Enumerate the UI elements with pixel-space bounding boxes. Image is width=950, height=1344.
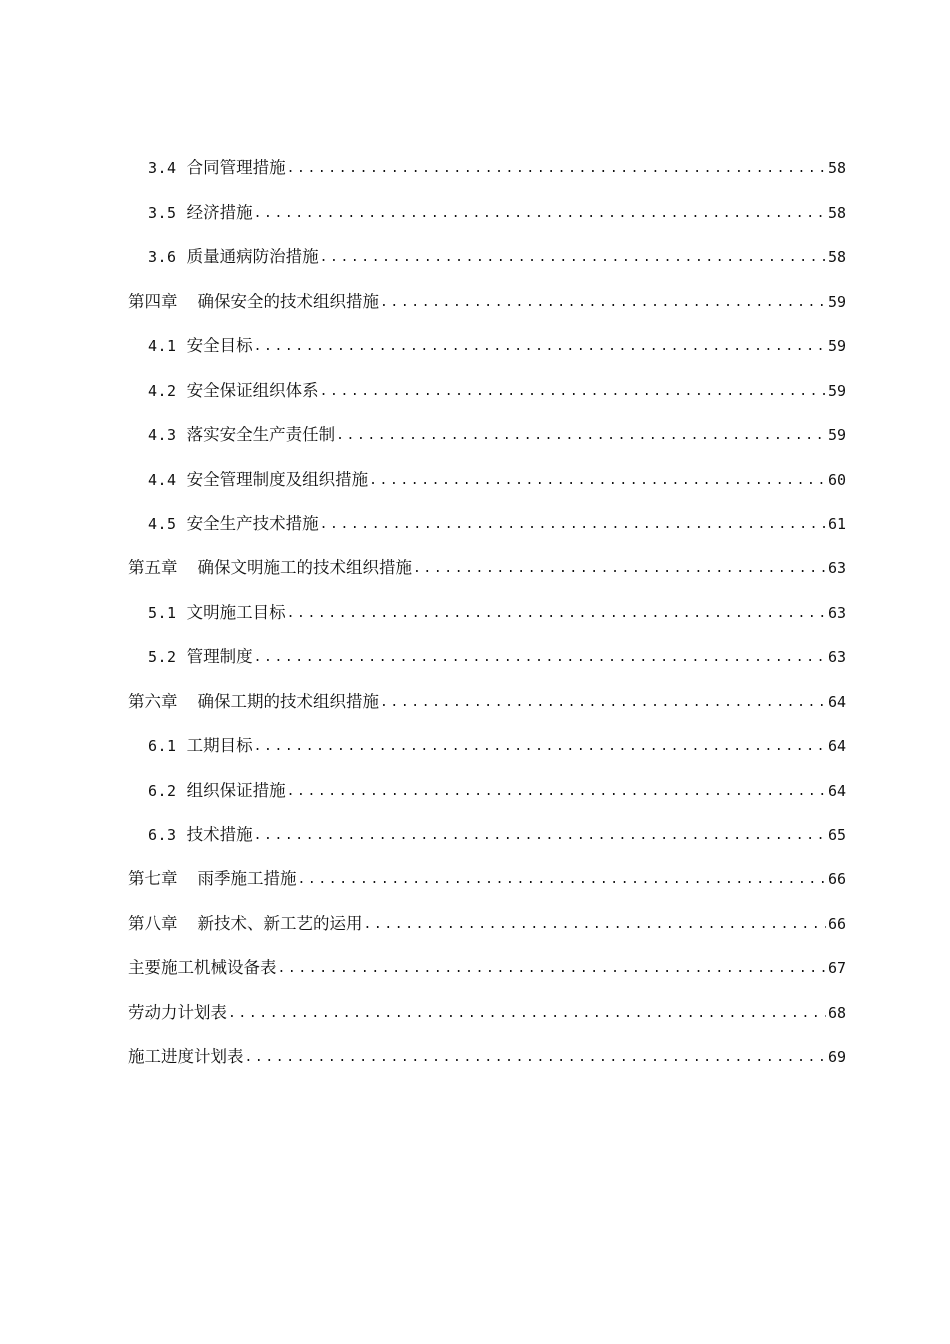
- toc-entry[interactable]: [128, 449, 846, 493]
- toc-entry-number: 4.2: [148, 381, 177, 400]
- toc-entry-page: 63: [827, 603, 846, 622]
- toc-entry-number: 4.4: [148, 470, 177, 489]
- toc-entry-title: 施工进度计划表: [128, 1047, 244, 1067]
- toc-entry-title: 合同管理措施: [186, 158, 286, 178]
- toc-entry-page: 58: [827, 203, 846, 222]
- dot-leader: [254, 201, 826, 227]
- toc-entry-title: 经济措施: [186, 202, 253, 222]
- dot-leader: [320, 245, 826, 271]
- toc-entry-number: 6.2: [148, 781, 177, 800]
- dot-leader: [287, 156, 826, 182]
- dot-leader: [380, 290, 826, 316]
- toc-entry-title: 质量通病防治措施: [186, 247, 319, 267]
- toc-entry-number: 5.1: [148, 603, 177, 622]
- dot-leader: [254, 645, 826, 671]
- toc-entry[interactable]: [128, 627, 846, 671]
- toc-chapter-number: 第八章: [128, 913, 178, 933]
- toc-entry-title: 确保工期的技术组织措施: [197, 691, 379, 711]
- toc-entry-page: 58: [827, 248, 846, 267]
- toc-entry-page: 59: [827, 381, 846, 400]
- toc-entry[interactable]: [128, 271, 846, 315]
- toc-entry-page: 59: [827, 426, 846, 445]
- dot-leader: [320, 512, 826, 538]
- toc-entry-title: 雨季施工措施: [197, 869, 297, 889]
- toc-entry-page: 63: [827, 559, 846, 578]
- toc-entry[interactable]: [128, 360, 846, 404]
- toc-entry-page: 67: [827, 959, 846, 978]
- toc-entry-number: 4.3: [148, 426, 177, 445]
- toc-entry[interactable]: [128, 805, 846, 849]
- toc-chapter-number: 第六章: [128, 691, 178, 711]
- toc-entry[interactable]: [128, 494, 846, 538]
- toc-entry-number: 4.5: [148, 514, 177, 533]
- toc-entry-number: 3.5: [148, 203, 177, 222]
- toc-entry-page: 69: [827, 1048, 846, 1067]
- toc-entry-title: 劳动力计划表: [128, 1002, 227, 1022]
- toc-entry-title: 主要施工机械设备表: [128, 958, 277, 978]
- toc-entry-number: 5.2: [148, 648, 177, 667]
- toc-entry-number: 3.4: [148, 159, 177, 178]
- toc-entry-page: 63: [827, 648, 846, 667]
- dot-leader: [278, 956, 826, 982]
- toc-entry-page: 59: [827, 292, 846, 311]
- toc-entry-page: 64: [827, 781, 846, 800]
- toc-entry[interactable]: [128, 849, 846, 893]
- toc-entry[interactable]: [128, 182, 846, 226]
- toc-entry[interactable]: [128, 138, 846, 182]
- toc-entry[interactable]: [128, 316, 846, 360]
- toc-entry[interactable]: [128, 582, 846, 626]
- toc-entry-number: 3.6: [148, 248, 177, 267]
- toc-entry-title: 工期目标: [186, 736, 253, 756]
- toc-entry[interactable]: [128, 671, 846, 715]
- dot-leader: [287, 601, 826, 627]
- dot-leader: [254, 334, 826, 360]
- dot-leader: [336, 423, 826, 449]
- toc-entry[interactable]: [128, 938, 846, 982]
- toc-entry-number: 6.1: [148, 737, 177, 756]
- toc-entry-page: 65: [827, 826, 846, 844]
- toc-entry[interactable]: [128, 405, 846, 449]
- toc-entry-title: 安全保证组织体系: [186, 380, 319, 400]
- dot-leader: [413, 556, 826, 582]
- toc-entry-number: 6.3: [148, 826, 177, 844]
- dot-leader: [369, 468, 826, 494]
- toc-entry-title: 安全目标: [186, 336, 253, 356]
- toc-entry-title: 组织保证措施: [186, 780, 286, 800]
- toc-entry[interactable]: [128, 1027, 846, 1071]
- toc-entry-page: 58: [827, 159, 846, 178]
- table-of-contents: [128, 138, 846, 1071]
- toc-entry-title: 落实安全生产责任制: [186, 425, 336, 445]
- toc-entry-page: 64: [827, 737, 846, 756]
- toc-entry-page: 60: [827, 470, 846, 489]
- dot-leader: [254, 823, 826, 849]
- dot-leader: [320, 379, 826, 405]
- toc-entry-page: 66: [827, 870, 846, 889]
- toc-entry[interactable]: [128, 760, 846, 804]
- toc-entry[interactable]: [128, 227, 846, 271]
- toc-chapter-number: 第七章: [128, 869, 178, 889]
- toc-entry[interactable]: [128, 716, 846, 760]
- toc-entry-title: 确保安全的技术组织措施: [197, 291, 379, 311]
- toc-entry-page: 66: [827, 914, 846, 933]
- toc-entry-page: 61: [827, 514, 846, 533]
- dot-leader: [287, 779, 826, 805]
- dot-leader: [380, 690, 826, 716]
- toc-entry-title: 新技术、新工艺的运用: [197, 913, 363, 933]
- toc-entry-page: 64: [827, 692, 846, 711]
- toc-chapter-number: 第五章: [128, 558, 178, 578]
- toc-entry-page: 59: [827, 337, 846, 356]
- toc-entry[interactable]: [128, 538, 846, 582]
- toc-entry-title: 文明施工目标: [186, 602, 286, 622]
- toc-entry[interactable]: [128, 893, 846, 937]
- dot-leader: [245, 1045, 826, 1071]
- toc-entry-title: 安全生产技术措施: [186, 513, 319, 533]
- dot-leader: [254, 734, 826, 760]
- toc-chapter-number: 第四章: [128, 291, 178, 311]
- dot-leader: [228, 1001, 826, 1027]
- toc-entry-title: 技术措施: [186, 825, 253, 844]
- dot-leader: [364, 912, 826, 938]
- toc-entry[interactable]: [128, 982, 846, 1026]
- dot-leader: [298, 867, 826, 893]
- toc-entry-title: 管理制度: [186, 647, 253, 667]
- toc-entry-page: 68: [827, 1003, 846, 1022]
- toc-entry-title: 安全管理制度及组织措施: [186, 469, 369, 489]
- toc-entry-number: 4.1: [148, 337, 177, 356]
- toc-entry-title: 确保文明施工的技术组织措施: [197, 558, 412, 578]
